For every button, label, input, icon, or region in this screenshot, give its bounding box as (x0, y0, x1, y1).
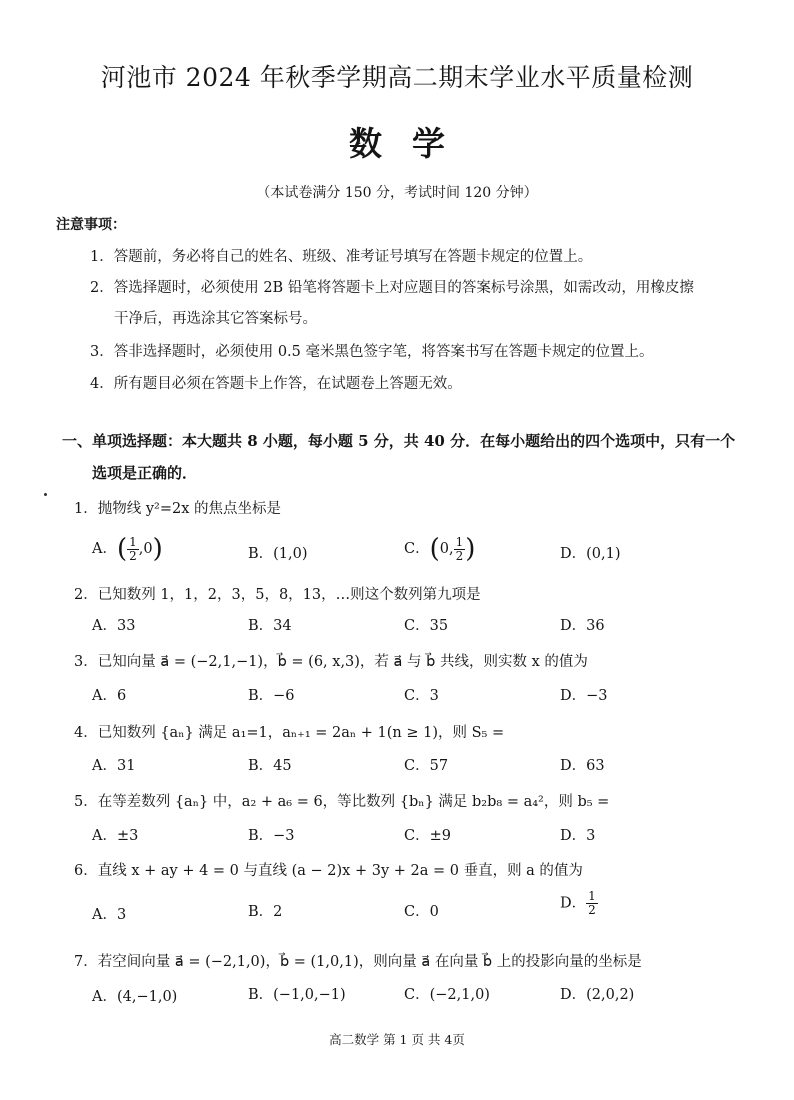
option-a: A．±3 (92, 828, 139, 844)
section-heading: 一、单项选择题：本大题共 8 小题，每小题 5 分，共 40 分．在每小题给出的四个选项中，只有一个 (62, 432, 736, 450)
option-d: D．(0,1) (560, 546, 621, 562)
notice-item: 1．答题前，务必将自己的姓名、班级、准考证号填写在答题卡规定的位置上。 (90, 249, 593, 265)
option-a: A．33 (92, 618, 136, 634)
question-stem: 4．已知数列 {aₙ} 满足 a₁=1，aₙ₊₁ = 2aₙ + 1(n ≥ 1)，则 S₅ = (74, 725, 505, 741)
option-c: C．±9 (404, 828, 451, 844)
option-label: A． (92, 541, 117, 557)
option-a: A．( $\frac{1}{2}$ ,0) (92, 534, 163, 564)
option-d: D．3 (560, 828, 596, 844)
scan-speck (44, 493, 47, 496)
fraction: $\frac{1}{2}$ (129, 534, 137, 563)
option-b: B．2 (248, 904, 283, 920)
option-b: B．(−1,0,−1) (248, 987, 346, 1003)
option-d: D．36 (560, 618, 605, 634)
notice-item: 干净后，再选涂其它答案标号。 (114, 311, 317, 327)
option-b: B．−3 (248, 828, 295, 844)
option-d: D．(2,0,2) (560, 987, 635, 1003)
notice-item: 4．所有题目必须在答题卡上作答，在试题卷上答题无效。 (90, 376, 462, 392)
fraction: $\frac{1}{2}$ (588, 889, 596, 917)
option-a: A．(4,−1,0) (92, 989, 178, 1005)
option-d: D．63 (560, 758, 605, 774)
option-c: C．35 (404, 618, 449, 634)
question-stem: 7．若空间向量 a⃗ = (−2,1,0)，b⃗ = (1,0,1)，则向量 a⃗ 在向量 b⃗ 上的投影向量的坐标是 (74, 954, 642, 970)
exam-title: 河池市 2024 年秋季学期高二期末学业水平质量检测 (100, 63, 694, 92)
option-c: C．(−2,1,0) (404, 987, 490, 1003)
option-b: B．(1,0) (248, 546, 308, 562)
question-stem: 2．已知数列 1，1，2，3，5，8，13，…则这个数列第九项是 (74, 587, 481, 603)
option-b: B．45 (248, 758, 292, 774)
option-a: A．31 (92, 758, 136, 774)
option-b: B．34 (248, 618, 292, 634)
section-heading: 选项是正确的． (92, 464, 198, 482)
option-c: C．(0, $\frac{1}{2}$ ) (404, 534, 476, 564)
option-b: B．−6 (248, 688, 295, 704)
option-a: A．6 (92, 688, 127, 704)
fraction: $\frac{1}{2}$ (455, 534, 464, 563)
question-stem: 6．直线 x + ay + 4 = 0 与直线 (a − 2)x + 3y + 2a = 0 垂直，则 a 的值为 (74, 863, 583, 879)
notice-heading: 注意事项： (56, 217, 126, 233)
exam-info: （本试卷满分 150 分，考试时间 120 分钟） (256, 185, 538, 201)
question-stem: 3．已知向量 a⃗ = (−2,1,−1)，b⃗ = (6, x,3)，若 a⃗ 与 b⃗ 共线，则实数 x 的值为 (74, 654, 588, 670)
question-stem: 1．抛物线 y²=2x 的焦点坐标是 (74, 501, 281, 517)
page-footer: 高二数学 第 1 页 共 4页 (329, 1032, 465, 1047)
option-d: D．−3 (560, 688, 608, 704)
option-label: D． (560, 895, 587, 912)
option-label: C． (404, 541, 430, 557)
question-stem: 5．在等差数列 {aₙ} 中，a₂ + a₆ = 6，等比数列 {bₙ} 满足 b₂b₈ = a₄²，则 b₅ = (74, 794, 610, 810)
option-c: C．0 (404, 904, 439, 920)
notice-item: 2．答选择题时，必须使用 2B 铅笔将答题卡上对应题目的答案标号涂黑，如需改动，用橡皮擦 (90, 280, 694, 296)
subject-title: 数学 (349, 124, 475, 163)
option-c: C．57 (404, 758, 449, 774)
option-c: C．3 (404, 688, 439, 704)
option-d (560, 890, 598, 917)
option-a: A．3 (92, 907, 127, 923)
notice-item: 3．答非选择题时，必须使用 0.5 毫米黑色签字笔，将答案书写在答题卡规定的位置上。 (90, 344, 654, 360)
